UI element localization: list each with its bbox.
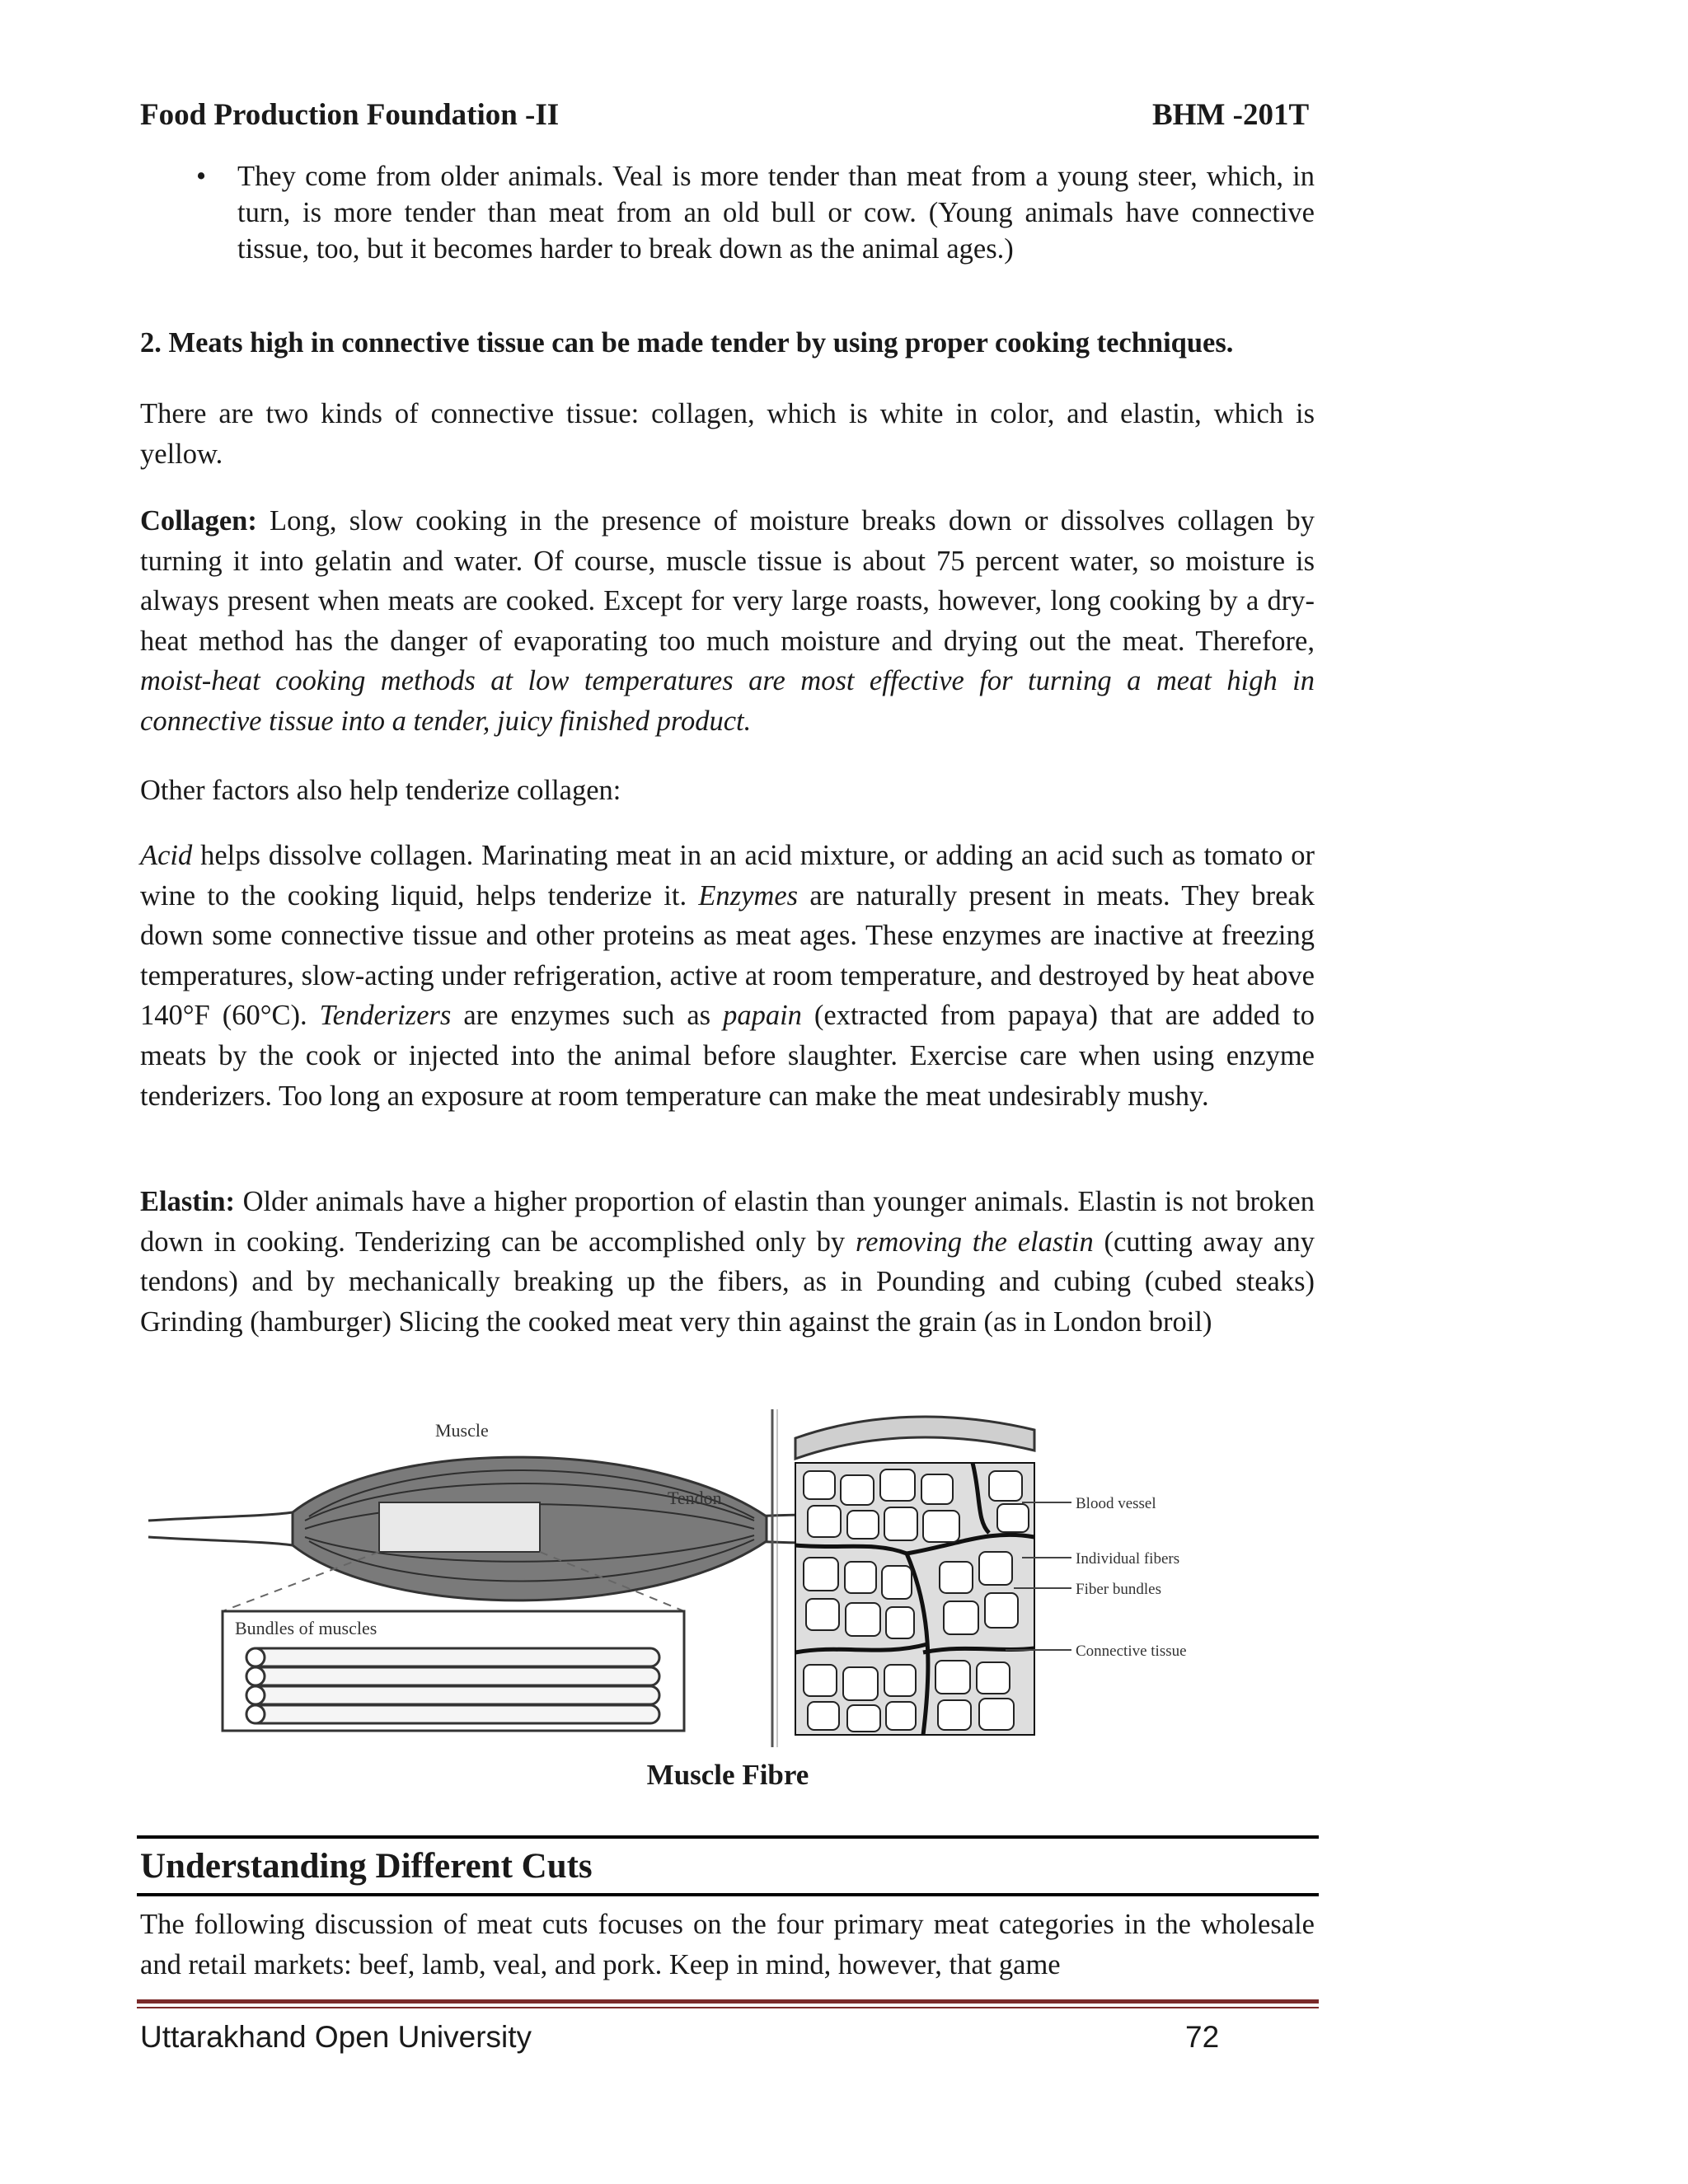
connective-tissue-intro: There are two kinds of connective tissue: collagen, which is white in color, and elastin, which is yellow.	[140, 398, 1315, 470]
acid-term: Acid	[140, 840, 193, 871]
acid-text-2: are naturally present in meats. They break down some connective tissue and other proteins as meat ages. These enzymes are inactive at freezing temperatures, slow-acting under refrigeration, active at room temperature, and destroyed by heat above 140°F (60°C).	[140, 879, 1315, 1032]
muscle-fibre-figure	[140, 1405, 1212, 1751]
acid-text-3: are enzymes such as	[451, 1000, 724, 1032]
page-number: 72	[1185, 2020, 1220, 2054]
running-header-title: Food Production Foundation -II	[140, 98, 560, 132]
elastin-text-2: (cutting away any tendons) and by mechanically breaking up the fibers, as in Pounding and cubing (cubed steaks) Grinding (hamburger) Slicing the cooked meat very thin against the grain (as in London broil)	[140, 1226, 1315, 1338]
figure-caption: Muscle Fibre	[646, 1759, 809, 1791]
elastin-text-1: Older animals have a higher proportion of elastin than younger animals. Elastin is not broken down in cooking. Tenderizing can be accomplished only by	[140, 1186, 1315, 1258]
bullet-marker: •	[196, 161, 207, 192]
footer-university: Uttarakhand Open University	[140, 2020, 532, 2054]
label-blood-vessel: Blood vessel	[1076, 1495, 1156, 1512]
fiber-cross-section	[795, 1417, 1187, 1735]
acid-text-4: (extracted from papaya) that are added to meats by the cook or injected into the animal before slaughter. Exercise care when using enzyme tenderizers. Too long an exposure at room temperature can make the meat undesirably mushy.	[140, 1000, 1315, 1112]
label-fiber-bundles: Fiber bundles	[1076, 1581, 1161, 1598]
label-individual-fibers: Individual fibers	[1076, 1550, 1180, 1568]
section-2-heading: 2. Meats high in connective tissue can be made tender by using proper cooking techniques.	[140, 327, 1234, 359]
label-tendon: Tendon	[668, 1488, 722, 1508]
collagen-paragraph	[140, 501, 1315, 742]
elastin-label: Elastin:	[140, 1186, 236, 1217]
section-rule-bottom	[137, 1893, 1319, 1896]
footer-rule-thin	[137, 2007, 1319, 2008]
label-connective-tissue: Connective tissue	[1076, 1643, 1187, 1660]
section-highlight	[379, 1502, 540, 1552]
cuts-intro-paragraph: The following discussion of meat cuts focuses on the four primary meat categories in the wholesale and retail markets: beef, lamb, veal, and pork. Keep in mind, however, that game	[140, 1909, 1315, 1980]
acid-paragraph	[140, 836, 1315, 1116]
enzymes-term: Enzymes	[698, 879, 799, 912]
acid-text-1: helps dissolve collagen. Marinating meat in an acid mixture, or adding an acid such as tomato or wine to the cooking liquid, helps tenderize it.	[140, 840, 1315, 912]
collagen-text: Long, slow cooking in the presence of moisture breaks down or dissolves collagen by turning it into gelatin and water. Of course, muscle tissue is about 75 percent water, so moisture is always present when meats are cooked. Except for very large roasts, however, long cooking by a dry-heat method has the danger of evaporating too much moisture and drying out the meat. Therefore,	[140, 505, 1315, 657]
collagen-emphasis: moist-heat cooking methods at low temperatures are most effective for turning a meat high in connective tissue into a tender, juicy finished product.	[140, 665, 1315, 737]
label-bundles-of-muscles: Bundles of muscles	[235, 1618, 377, 1638]
blood-vessel-shape	[795, 1417, 1034, 1459]
label-muscle: Muscle	[435, 1420, 489, 1441]
section-rule-top	[137, 1835, 1319, 1839]
collagen-label: Collagen:	[140, 505, 257, 537]
running-header-course-code: BHM -201T	[1152, 98, 1310, 132]
tenderizers-term: Tenderizers	[319, 1000, 452, 1032]
section-3-title: Understanding Different Cuts	[140, 1847, 593, 1886]
papain-term: papain	[723, 1000, 802, 1032]
elastin-paragraph	[140, 1182, 1315, 1342]
bullet-text: They come from older animals. Veal is more tender than meat from a young steer, which, in turn, is more tender than meat from an old bull or cow. (Young animals have connective tissue, too, but it becomes harder to break down as the animal ages.)	[237, 161, 1315, 265]
elastin-emphasis: removing the elastin	[855, 1226, 1094, 1258]
footer-rule-thick	[137, 1999, 1319, 2004]
other-factors-line: Other factors also help tenderize collagen:	[140, 775, 621, 806]
